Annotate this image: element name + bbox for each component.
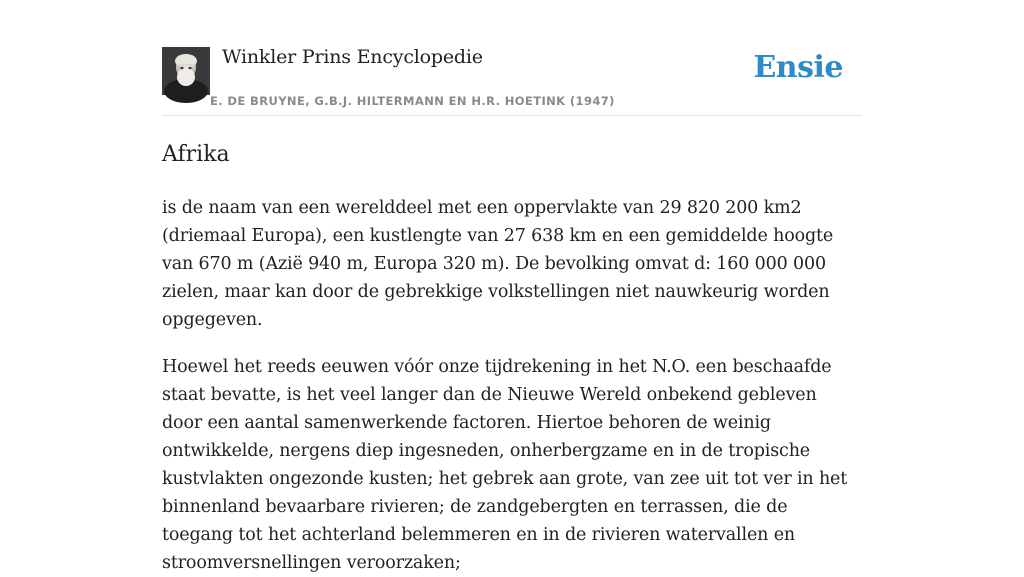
article-title: Afrika: [162, 142, 230, 167]
source-header: [162, 44, 862, 116]
ensie-logo[interactable]: Ensie: [753, 50, 843, 85]
article-paragraph-1: is de naam van een werelddeel met een oppervlakte van 29 820 200 km2 (driemaal Europa), een kustlengte van 27 638 km en een gemiddelde hoogte van 670 m (Azië 940 m, Europa 320 m). De bevolking omvat d: 160 000 000 zielen, maar kan door de gebrekkige volkstellingen niet nauwkeurig worden opgegeven.: [162, 198, 834, 330]
article-paragraph-2: Hoewel het reeds eeuwen vóór onze tijdrekening in het N.O. een beschaafde staat bevatte, is het veel langer dan de Nieuwe Wereld onbekend gebleven door een aantal samenwerkende factoren. Hiertoe behoren de weinig ontwikkelde, nergens diep ingesneden, onherbergzame en in de tropische kustvlakten ongezonde kusten; het gebrek aan grote, van zee uit tot ver in het binnenland bevaarbare rivieren; de zandgebergten en terrassen, die de toegang tot het achterland belemmeren en in de rivieren watervallen en stroomversnellingen veroorzaken;: [162, 357, 848, 573]
article: [162, 140, 862, 577]
source-title[interactable]: Winkler Prins Encyclopedie: [222, 46, 483, 68]
source-authors: E. DE BRUYNE, G.B.J. HILTERMANN EN H.R. HOETINK (1947): [210, 94, 615, 108]
author-avatar[interactable]: [162, 47, 210, 95]
portrait-avatar-icon: [162, 47, 210, 95]
